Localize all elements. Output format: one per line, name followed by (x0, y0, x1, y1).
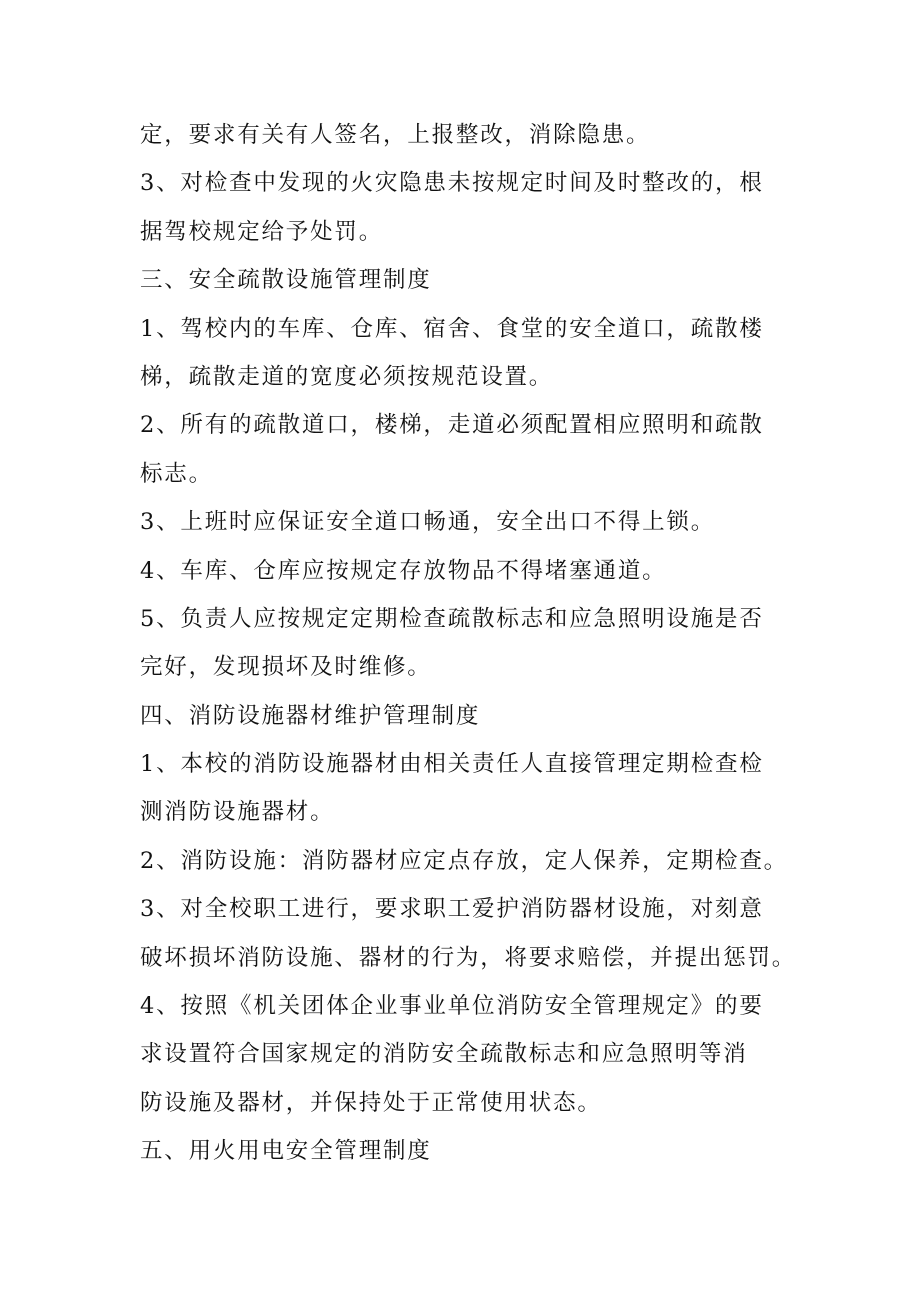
text-line: 1、本校的消防设施器材由相关责任人直接管理定期检查检 (140, 751, 764, 778)
text-line: 5、负责人应按规定定期检查疏散标志和应急照明设施是否 (140, 605, 764, 632)
text-line: 测消防设施器材。 (140, 799, 335, 826)
section-heading: 四、消防设施器材维护管理制度 (140, 702, 481, 729)
text-line: 3、对检查中发现的火灾隐患未按规定时间及时整改的，根 (140, 170, 764, 197)
text-line: 4、车库、仓库应按规定存放物品不得堵塞通道。 (140, 557, 667, 584)
text-line: 2、消防设施：消防器材应定点存放，定人保养，定期检查。 (140, 847, 788, 874)
text-line: 据驾校规定给予处罚。 (140, 218, 384, 245)
section-heading: 三、安全疏散设施管理制度 (140, 267, 432, 294)
text-line: 4、按照《机关团体企业事业单位消防安全管理规定》的要 (140, 993, 764, 1020)
text-line: 2、所有的疏散道口，楼梯，走道必须配置相应照明和疏散 (140, 412, 764, 439)
text-line: 定，要求有关有人签名，上报整改，消除隐患。 (140, 122, 651, 148)
text-line: 标志。 (140, 460, 213, 487)
text-line: 1、驾校内的车库、仓库、宿舍、食堂的安全道口，疏散楼 (140, 315, 764, 342)
text-line: 梯，疏散走道的宽度必须按规范设置。 (140, 363, 554, 390)
text-line: 完好，发现损坏及时维修。 (140, 654, 432, 681)
text-line: 3、上班时应保证安全道口畅通，安全出口不得上锁。 (140, 509, 716, 536)
text-line: 3、对全校职工进行，要求职工爱护消防器材设施，对刻意 (140, 896, 764, 923)
text-line: 破坏损坏消防设施、器材的行为，将要求赔偿，并提出惩罚。 (140, 944, 797, 971)
section-heading: 五、用火用电安全管理制度 (140, 1138, 432, 1165)
text-line: 防设施及器材，并保持处于正常使用状态。 (140, 1089, 602, 1116)
text-line: 求设置符合国家规定的消防安全疏散标志和应急照明等消 (140, 1041, 748, 1068)
document-page (140, 111, 800, 1176)
